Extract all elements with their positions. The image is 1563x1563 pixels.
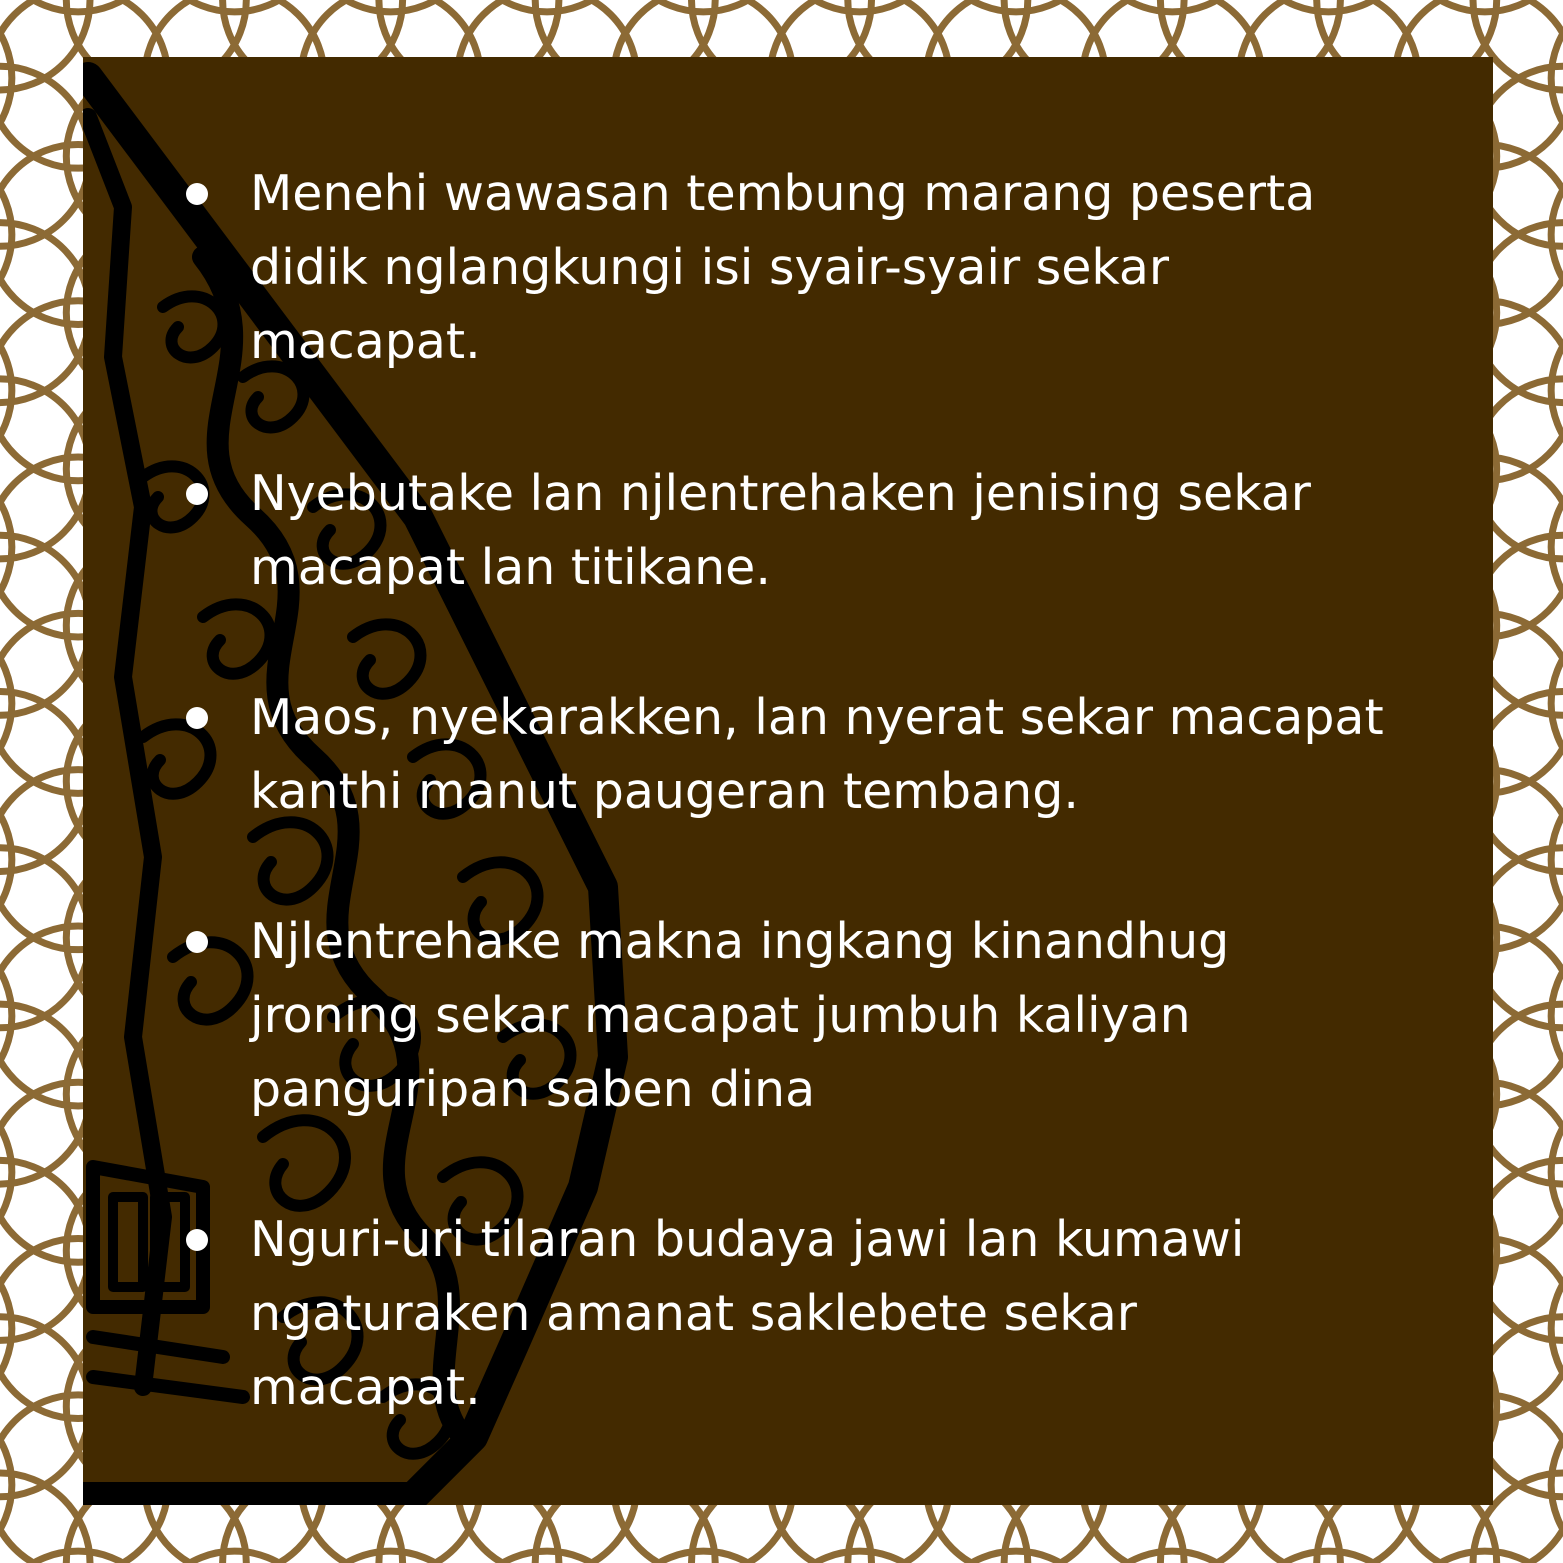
content-panel xyxy=(83,57,1493,1505)
bullet-icon xyxy=(186,931,208,953)
list-item-text: Nyebutake lan njlentrehaken jenising sekar macapat lan titikane. xyxy=(250,465,1311,596)
bullet-icon xyxy=(186,183,208,205)
bullet-icon xyxy=(186,707,208,729)
list-item-text: Menehi wawasan tembung marang peserta didik nglangkungi isi syair-syair sekar macapat. xyxy=(250,165,1316,370)
bullet-icon xyxy=(186,1229,208,1251)
list-item-text: Maos, nyekarakken, lan nyerat sekar macapat kanthi manut paugeran tembang. xyxy=(250,689,1384,820)
list-item-text: Njlentrehake makna ingkang kinandhug jroning sekar macapat jumbuh kaliyan panguripan saben dina xyxy=(250,913,1230,1118)
bullet-icon xyxy=(186,483,208,505)
objectives-list xyxy=(83,57,1493,1505)
list-item-text: Nguri-uri tilaran budaya jawi lan kumawi ngaturaken amanat saklebete sekar macapat. xyxy=(250,1211,1245,1416)
pattern-ring xyxy=(1551,1551,1563,1563)
pattern-ring xyxy=(0,1551,12,1563)
pattern-ring xyxy=(0,0,12,12)
pattern-ring xyxy=(1551,0,1563,12)
